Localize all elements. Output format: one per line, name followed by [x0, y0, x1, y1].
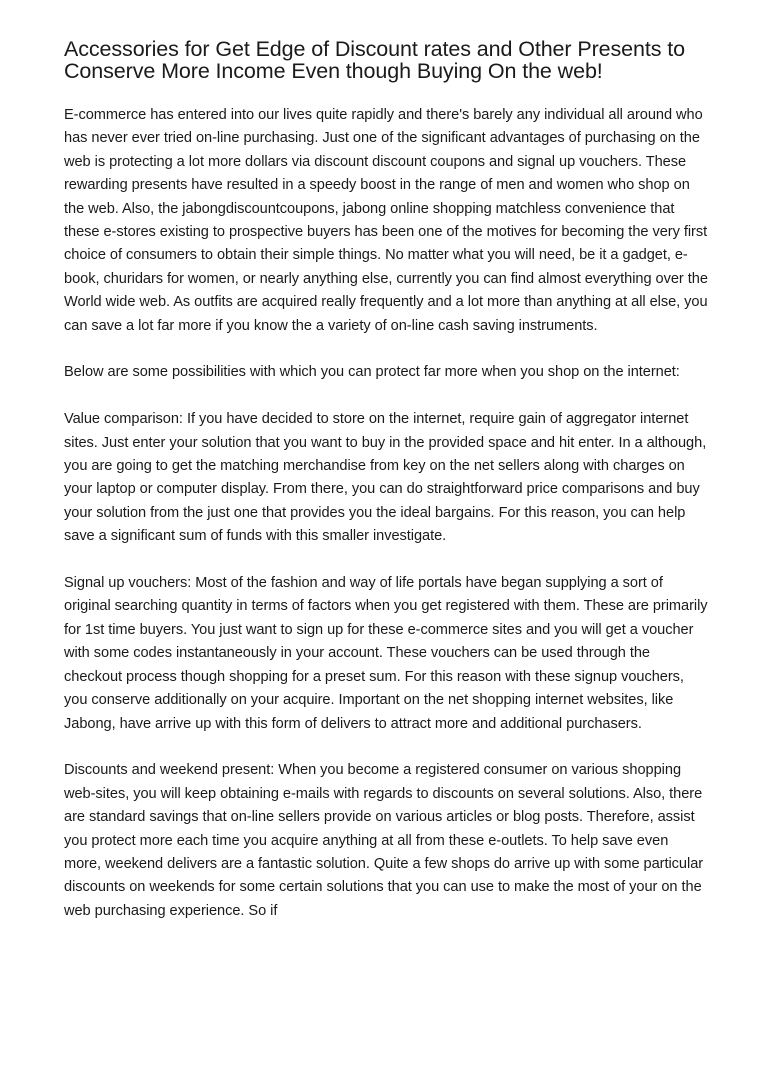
- paragraph-value-comparison: Value comparison: If you have decided to store on the internet, require gain of aggregator internet sites. Just enter your solution that you want to buy in the provided space and hit enter. In a although, you are going to get the matching merchandise from key on the net sellers along with charges on your laptop or computer display. From there, you can do straightforward price comparisons and buy your solution from the just one that provides you the ideal bargains. For this reason, you can help save a significant sum of funds with this smaller investigate.: [64, 411, 707, 545]
- document-title: Accessories for Get Edge of Discount rates and Other Presents to Conserve More Income Even though Buying On the web!: [64, 37, 685, 83]
- paragraph-intro: E-commerce has entered into our lives quite rapidly and there's barely any individual all around who has never ever tried on-line purchasing. Just one of the significant advantages of purchasing on the web is protecting a lot more dollars via discount discount coupons and signal up vouchers. These rewarding presents have resulted in a speedy boost in the range of men and women who shop on the web. Also, the jabongdiscountcoupons, jabong online shopping matchless convenience that these e-stores existing to prospective buyers has been one of the motives for becoming the very first choice of consumers to obtain their simple things. No matter what you will need, be it a gadget, e-book, churidars for women, or nearly anything else, currently you can find almost everything over the World wide web. As outfits are acquired really frequently and a lot more than anything at all else, you can save a lot far more if you know the a variety of on-line cash saving instruments.: [64, 107, 708, 334]
- paragraph-discounts-weekend: Discounts and weekend present: When you become a registered consumer on various shopping web-sites, you will keep obtaining e-mails with regards to discounts on several solutions. Also, there are standard savings that on-line sellers provide on various articles or blog posts. Therefore, assist you protect more each time you acquire anything at all from these e-outlets. To help save even more, weekend delivers are a fantastic solution. Quite a few shops do arrive up with some particular discounts on weekends for some certain solutions that you can use to make the most of your on the web purchasing experience. So if: [64, 762, 704, 919]
- paragraph-possibilities: Below are some possibilities with which you can protect far more when you shop on the internet:: [64, 364, 680, 381]
- paragraph-signup-vouchers: Signal up vouchers: Most of the fashion and way of life portals have began supplying a sort of original searching quantity in terms of factors when you get registered with them. These are primarily for 1st time buyers. You just want to sign up for these e-commerce sites and you will get a voucher with some codes instantaneously in your account. These vouchers can be used through the checkout process though shopping for a preset sum. For this reason with these signup vouchers, you conserve additionally on your acquire. Important on the net shopping internet websites, like Jabong, have arrive up with this form of delivers to attract more and additional purchasers.: [64, 575, 708, 732]
